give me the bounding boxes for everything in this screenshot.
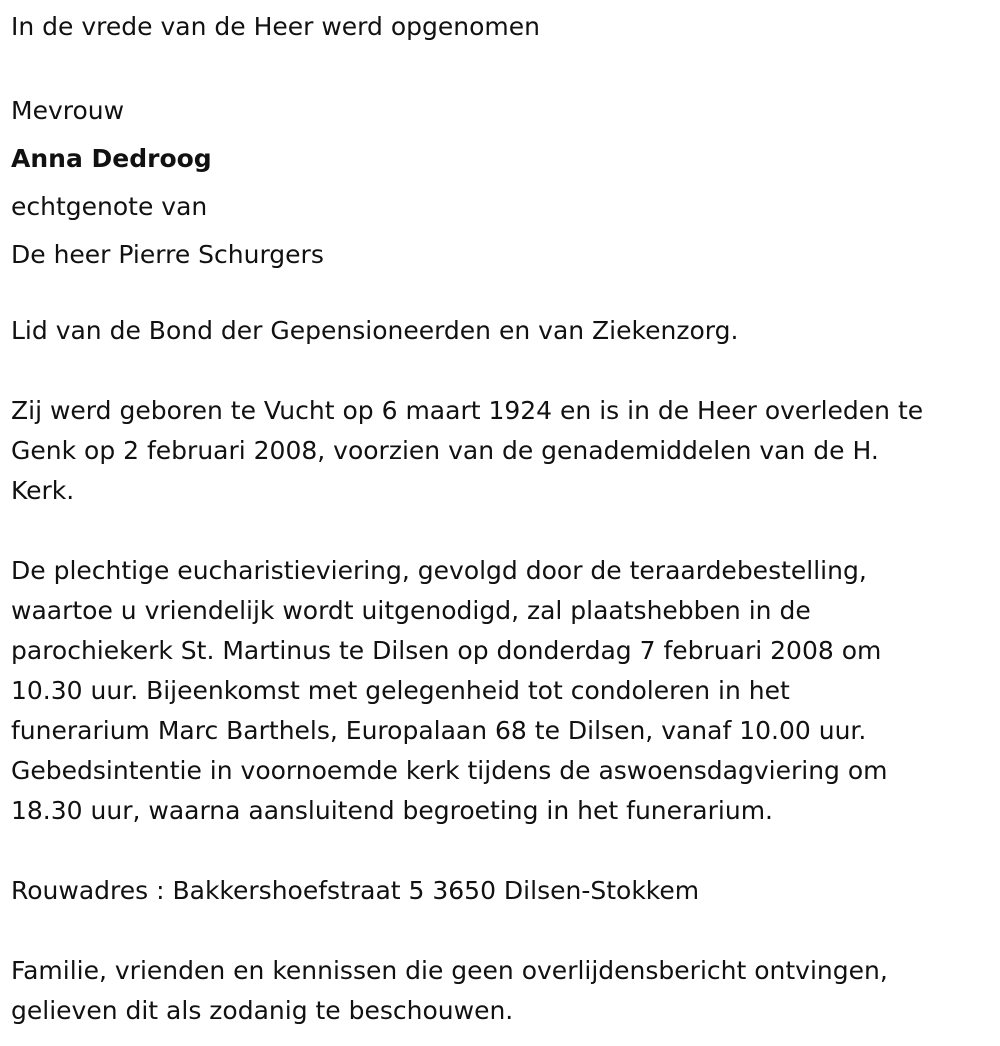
birth-death-paragraph <box>11 391 991 511</box>
birth-death-line: Zij werd geboren te Vucht op 6 maart 1924 en is in de Heer overleden te <box>11 396 924 425</box>
spacer <box>11 911 991 951</box>
ceremony-line: waartoe u vriendelijk wordt uitgenodigd, zal plaatshebben in de <box>11 596 811 625</box>
ceremony-line: parochiekerk St. Martinus te Dilsen op donderdag 7 februari 2008 om <box>11 636 882 665</box>
ceremony-paragraph <box>11 551 991 831</box>
relation-line: echtgenote van <box>11 192 208 221</box>
birth-death-line: Genk op 2 februari 2008, voorzien van de genademiddelen van de H. <box>11 436 879 465</box>
spouse-name: De heer Pierre Schurgers <box>11 240 324 269</box>
ceremony-line: funerarium Marc Barthels, Europalaan 68 te Dilsen, vanaf 10.00 uur. <box>11 716 867 745</box>
spacer <box>11 511 991 551</box>
membership-line: Lid van de Bond der Gepensioneerden en van Ziekenzorg. <box>11 316 739 345</box>
closing-line: Familie, vrienden en kennissen die geen overlijdensbericht ontvingen, <box>11 956 888 985</box>
spacer <box>11 351 991 391</box>
salutation: Mevrouw <box>11 96 125 125</box>
ceremony-line: 18.30 uur, waarna aansluitend begroeting in het funerarium. <box>11 796 773 825</box>
closing-line: gelieven dit als zodanig te beschouwen. <box>11 996 514 1025</box>
spacer <box>11 831 991 871</box>
closing-paragraph <box>11 951 991 1031</box>
spacer <box>11 47 991 87</box>
deceased-name: Anna Dedroog <box>11 144 212 173</box>
spacer <box>11 279 991 311</box>
intro-line: In de vrede van de Heer werd opgenomen <box>11 12 540 41</box>
death-notice <box>11 7 991 1031</box>
ceremony-line: 10.30 uur. Bijeenkomst met gelegenheid tot condoleren in het <box>11 676 790 705</box>
ceremony-line: De plechtige eucharistieviering, gevolgd door de teraardebestelling, <box>11 556 867 585</box>
birth-death-line: Kerk. <box>11 476 75 505</box>
ceremony-line: Gebedsintentie in voornoemde kerk tijdens de aswoensdagviering om <box>11 756 888 785</box>
mourning-address: Rouwadres : Bakkershoefstraat 5 3650 Dilsen-Stokkem <box>11 876 700 905</box>
